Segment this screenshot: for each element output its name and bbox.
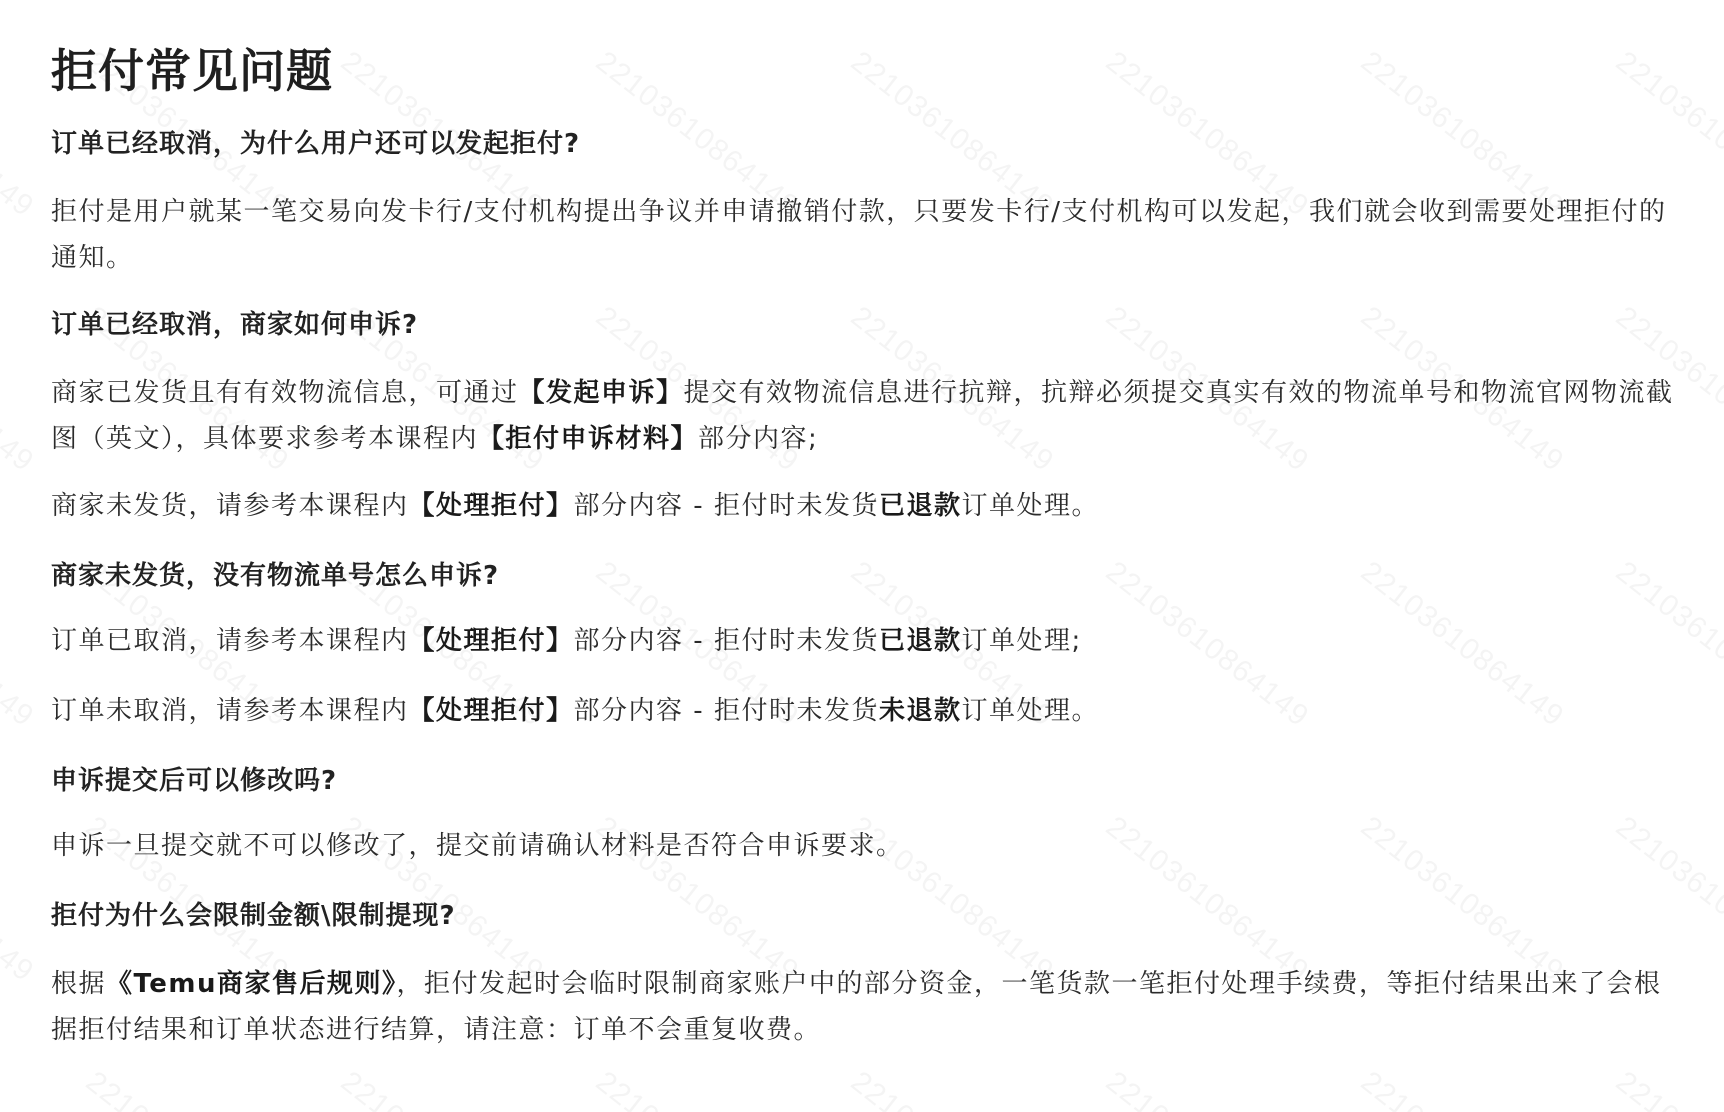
answer-text: 订单已取消，请参考本课程内 (51, 626, 409, 656)
faq-question: 订单已经取消，商家如何申诉? (51, 310, 419, 340)
faq-answer-paragraph (51, 961, 1681, 1053)
faq-answer-paragraph (51, 370, 1681, 462)
answer-text: 部分内容 - 拒付时未发货 (573, 491, 879, 521)
watermark-text (0, 300, 40, 479)
emphasized-text: 已退款 (878, 626, 962, 656)
answer-text: 拒付是用户就某一笔交易向发卡行/支付机构提出争议并申请撤销付款，只要发卡行/支付机构可以发起，我们就会收到需要处理拒付的通知。 (51, 197, 1667, 273)
emphasized-text: 【发起申诉】 (518, 378, 684, 408)
faq-question: 商家未发货，没有物流单号怎么申诉? (51, 561, 500, 591)
faq-question: 申诉提交后可以修改吗? (51, 766, 338, 796)
answer-text: 部分内容 - 拒付时未发货 (573, 696, 879, 726)
emphasized-text: 【处理拒付】 (408, 626, 574, 656)
emphasized-text: 【处理拒付】 (408, 696, 574, 726)
answer-text: 部分内容; (698, 424, 819, 454)
answer-text: 商家已发货且有有效物流信息，可通过 (51, 378, 519, 408)
emphasized-text: 【拒付申诉材料】 (478, 424, 699, 454)
answer-text: 订单处理。 (961, 696, 1099, 726)
answer-text: 订单处理; (961, 626, 1082, 656)
emphasized-text: 【处理拒付】 (408, 491, 574, 521)
faq-answer-paragraph (51, 189, 1681, 281)
watermark-text (0, 555, 40, 734)
answer-text: 订单未取消，请参考本课程内 (51, 696, 409, 726)
answer-text: 根据 (51, 969, 107, 999)
faq-answer-paragraph (51, 486, 1681, 526)
faq-answer-paragraph (51, 691, 1681, 731)
answer-text: 商家未发货，请参考本课程内 (51, 491, 409, 521)
watermark-text (0, 810, 40, 989)
page-title: 拒付常见问题 (51, 44, 333, 98)
watermark-text (0, 45, 40, 224)
emphasized-text: 《Temu商家售后规则》 (106, 969, 397, 999)
faq-question: 拒付为什么会限制金额\限制提现? (51, 901, 456, 931)
answer-text: 申诉一旦提交就不可以修改了，提交前请确认材料是否符合申诉要求。 (51, 831, 904, 861)
emphasized-text: 已退款 (878, 491, 962, 521)
answer-text: 订单处理。 (961, 491, 1099, 521)
faq-article (51, 38, 1681, 1077)
emphasized-text: 未退款 (878, 696, 962, 726)
answer-text: ，拒付发起时会临时限制商家账户中的部分资金，一笔货款一笔拒付处理手续费，等拒付结果出来了会根据拒付结果和订单状态进行结算，请注意：订单不会重复收费。 (51, 969, 1662, 1045)
faq-answer-paragraph (51, 826, 1681, 866)
faq-answer-paragraph (51, 621, 1681, 661)
watermark-text (0, 1065, 40, 1112)
answer-text: 部分内容 - 拒付时未发货 (573, 626, 879, 656)
faq-question: 订单已经取消，为什么用户还可以发起拒付? (51, 129, 581, 159)
answer-text: 提交有效物流信息进行抗辩，抗辩必须提交真实有效的物流单号和物流官网物流截图（英文），具体要求参考本课程内 (51, 378, 1674, 454)
faq-list (51, 124, 1681, 1053)
